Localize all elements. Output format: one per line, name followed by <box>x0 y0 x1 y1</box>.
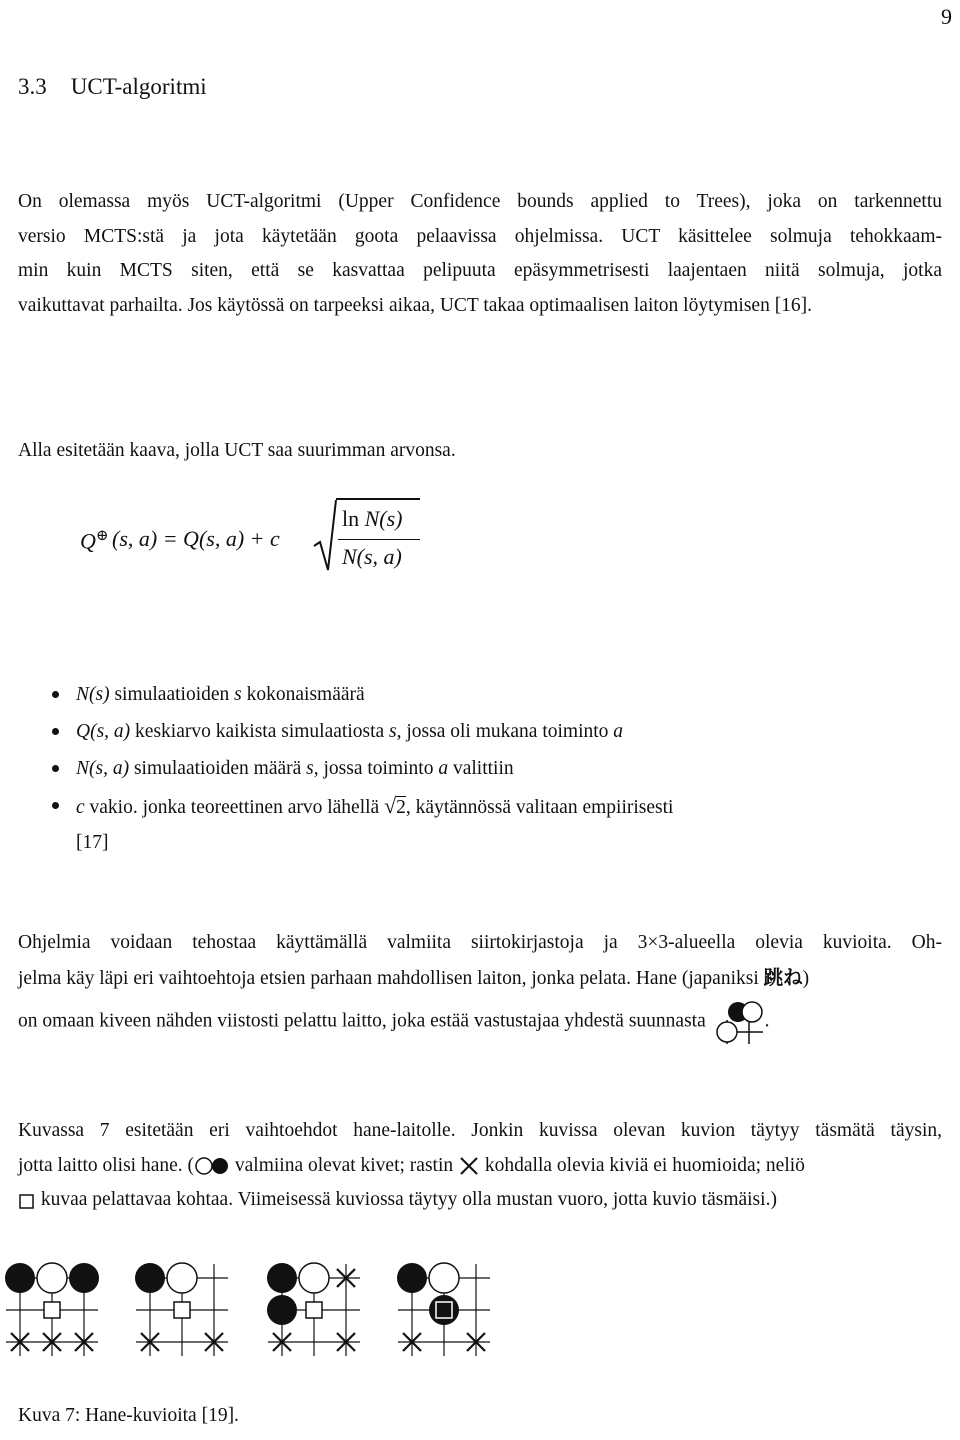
formula-numerator: ln N(s) <box>342 506 403 531</box>
figure-caption: Kuva 7: Hane-kuvioita [19]. <box>18 1405 239 1426</box>
variable-definitions <box>52 676 673 861</box>
paragraph-patterns <box>18 926 942 1044</box>
cross-legend-icon <box>458 1155 480 1177</box>
black-stone <box>267 1295 297 1325</box>
paragraph-line: min kuin MCTS siten, että se kasvattaa pelipuuta epäsymmetrisesti laajentaen niitä solmuja, jotka <box>18 260 942 281</box>
paragraph-formula-intro <box>18 434 942 469</box>
play-square <box>436 1302 452 1318</box>
list-item: Q(s, a) keskiarvo kaikista simulaatiosta s, jossa oli mukana toiminto a <box>52 713 673 750</box>
formula-denominator: N(s, a) <box>342 544 402 569</box>
fraction-bar <box>338 539 420 540</box>
sqrt-radical-icon <box>312 498 338 578</box>
white-stone <box>299 1263 329 1293</box>
black-stone <box>5 1263 35 1293</box>
black-stone <box>397 1263 427 1293</box>
hane-patterns-figure <box>0 1250 960 1390</box>
paragraph-uct-intro <box>18 185 942 323</box>
black-stone <box>267 1263 297 1293</box>
stones-legend-icon <box>194 1155 230 1177</box>
list-item: c vakio. jonka teoreettinen arvo lähellä √2, käytännössä valitaan empiirisesti <box>52 787 673 824</box>
hane-inline-icon <box>715 1000 765 1044</box>
black-stone <box>135 1263 165 1293</box>
white-stone <box>37 1263 67 1293</box>
section-number: 3.3 <box>18 74 47 99</box>
paragraph-line: Kuvassa 7 esitetään eri vaihtoehdot hane-laitolle. Jonkin kuvissa olevan kuvion täytyy täsmätä täysin, <box>18 1120 942 1141</box>
white-stone <box>429 1263 459 1293</box>
section-heading <box>18 74 207 100</box>
formula-lhs-args: (s, a) = Q(s, a) + c <box>112 526 280 551</box>
paragraph-line: jelma käy läpi eri vaihtoehtoja etsien parhaan mahdollisen laiton, jonka pelata. Hane (japaniksi 跳ね) <box>18 965 810 989</box>
formula-lhs-q: Q⊕ <box>80 528 109 554</box>
paragraph-line: Ohjelmia voidaan tehostaa käyttämällä valmiita siirtokirjastoja ja 3×3-alueella olevia kuvioita. Oh- <box>18 932 942 953</box>
paragraph-line: versio MCTS:stä ja jota käytetään goota pelaavissa ohjelmissa. UCT käsittelee solmuja tehokkaam- <box>18 225 942 247</box>
paragraph-line: jotta laitto olisi hane. ( valmiina olevat kivet; rastin kohdalla olevia kiviä ei huomioida; neliö <box>18 1154 805 1176</box>
kanji-hane: 跳ね <box>763 965 803 989</box>
black-stone <box>69 1263 99 1293</box>
list-item: N(s, a) simulaatioiden määrä s, jossa toiminto a valittiin <box>52 750 673 787</box>
paragraph-line: on omaan kiveen nähden viistosti pelattu laitto, joka estää vastustajaa yhdestä suunnasta . <box>18 1000 942 1044</box>
square-legend-icon <box>18 1192 36 1210</box>
page-number: 9 <box>941 4 952 29</box>
play-square <box>44 1302 60 1318</box>
paragraph-line: vaikuttavat parhailta. Jos käytössä on tarpeeksi aikaa, UCT takaa optimaalisen laiton löytymisen [16]. <box>18 294 813 316</box>
uct-formula <box>80 492 440 584</box>
list-item: N(s) simulaatioiden s kokonaismäärä <box>52 676 673 713</box>
paragraph-line: On olemassa myös UCT-algoritmi (Upper Confidence bounds applied to Trees), joka on tarkennettu <box>18 191 942 212</box>
play-square <box>174 1302 190 1318</box>
section-title: UCT-algoritmi <box>70 74 207 99</box>
paragraph-line: kuvaa pelattavaa kohtaa. Viimeisessä kuviossa täytyy olla mustan vuoro, jotta kuvio täsmäisi.) <box>18 1183 942 1218</box>
play-square <box>306 1302 322 1318</box>
paragraph-line: Alla esitetään kaava, jolla UCT saa suurimman arvonsa. <box>18 440 456 461</box>
white-stone <box>167 1263 197 1293</box>
list-item-continuation: [17] <box>76 832 109 853</box>
paragraph-figure-intro <box>18 1114 942 1218</box>
formula-superscript: ⊕ <box>95 528 109 544</box>
